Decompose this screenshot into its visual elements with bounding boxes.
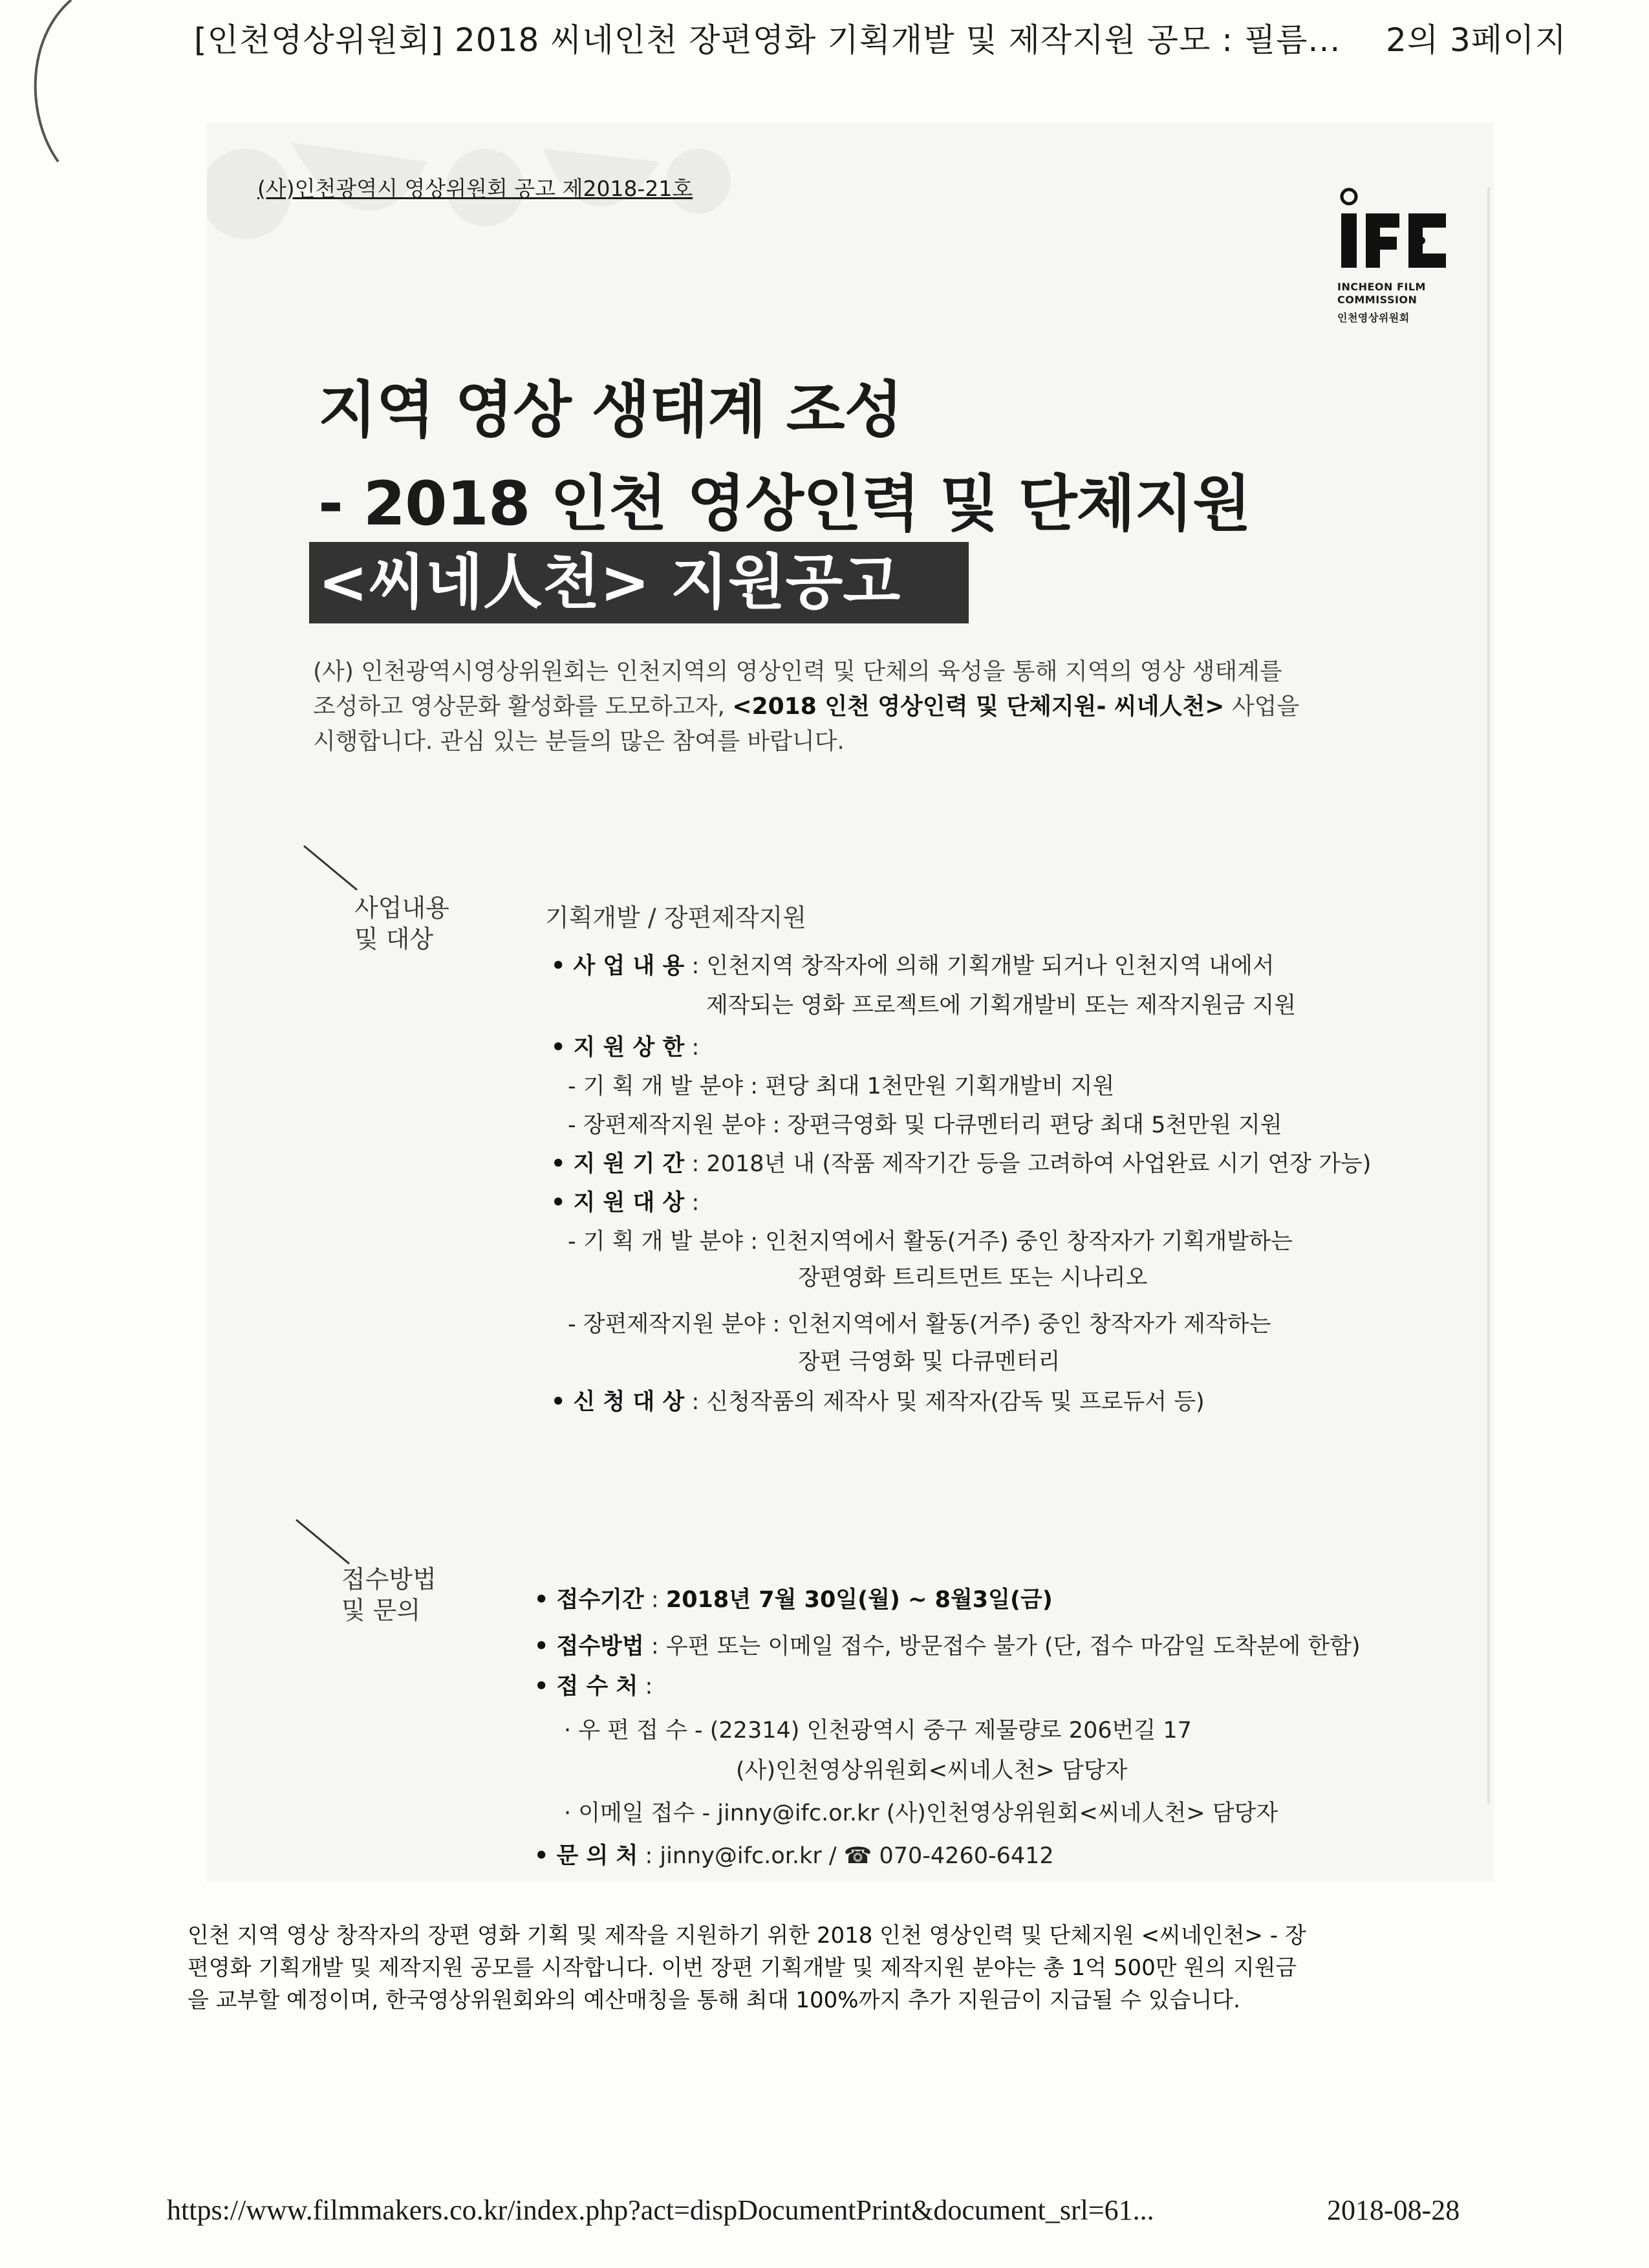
logo-korean-name: 인천영상위원회 (1337, 312, 1410, 324)
print-title: [인천영상위원회] 2018 씨네인천 장편영화 기획개발 및 제작지원 공모 : 필름... (194, 21, 1341, 59)
print-header (194, 14, 1567, 61)
intro-line: 시행합니다. 관심 있는 분들의 많은 참여를 바랍니다. (313, 728, 845, 755)
poster-title-line-1: 지역 영상 생태계 조성 (318, 375, 903, 446)
summary-line: 편영화 기획개발 및 제작지원 공모를 시작합니다. 이번 장편 기획개발 및 제작지원 분야는 총 1억 500만 원의 지원금 (188, 1955, 1297, 1981)
logo-line-1: INCHEON FILM (1337, 281, 1426, 293)
intro-paragraph (313, 654, 1412, 759)
section-slash-decoration (299, 841, 376, 899)
logo-line-2: COMMISSION (1337, 294, 1417, 306)
application-line: • 접 수 처 : (534, 1674, 653, 1700)
detail-line: - 장편제작지원 분야 : 장편극영화 및 다큐멘터리 편당 최대 5천만원 지원 (568, 1112, 1282, 1138)
detail-line: • 지 원 대 상 : (551, 1190, 700, 1216)
poster-title-banner: <씨네人천> 지원공고 (309, 542, 969, 623)
scan-edge-mark (0, 0, 91, 168)
application-period: 2018년 7월 30일(월) ~ 8월3일(금) (665, 1587, 1053, 1613)
ifc-logo (1337, 188, 1447, 325)
section-label-business: 사업내용 및 대상 (354, 894, 449, 953)
detail-line: 장편 극영화 및 다큐멘터리 (798, 1349, 1061, 1375)
summary-paragraph (188, 1919, 1474, 2016)
detail-line: 장편영화 트리트먼트 또는 시나리오 (798, 1265, 1148, 1291)
summary-line: 을 교부할 예정이며, 한국영상위원회와의 예산매칭을 통해 최대 100%까지 추가 지원금이 지급될 수 있습니다. (188, 1987, 1240, 2013)
application-line: • 접수기간 : 2018년 7월 30일(월) ~ 8월3일(금) (534, 1587, 1053, 1613)
application-line: · 우 편 접 수 - (22314) 인천광역시 중구 제물량로 206번길 17 (564, 1718, 1192, 1744)
application-line: • 문 의 처 : jinny@ifc.or.kr / ☎ 070-4260-6412 (534, 1843, 1054, 1869)
application-line: • 접수방법 : 우편 또는 이메일 접수, 방문접수 불가 (단, 접수 마감일 도착분에 한함) (534, 1634, 1361, 1659)
page-info: 2의 3페이지 (1386, 21, 1567, 59)
program-name: <2018 인천 영상인력 및 단체지원- 씨네人천> (732, 693, 1225, 720)
detail-line: • 지 원 상 한 : (551, 1035, 700, 1061)
footer-date: 2018-08-28 (1327, 2194, 1460, 2226)
summary-line: 인천 지역 영상 창작자의 장편 영화 기획 및 제작을 지원하기 위한 2018 인천 영상인력 및 단체지원 <씨네인천> - 장 (188, 1923, 1306, 1949)
detail-line: - 장편제작지원 분야 : 인천지역에서 활동(거주) 중인 창작자가 제작하는 (568, 1312, 1271, 1337)
announcement-number: (사)인천광역시 영상위원회 공고 제2018-21호 (257, 176, 693, 201)
section-label-application: 접수방법 및 문의 (341, 1565, 436, 1625)
intro-line: 조성하고 영상문화 활성화를 도모하고자, <2018 인천 영상인력 및 단체지원- 씨네人천> 사업을 (313, 693, 1300, 720)
detail-line: - 기 획 개 발 분야 : 인천지역에서 활동(거주) 중인 창작자가 기획개발하는 (568, 1229, 1293, 1255)
section-subheading: 기획개발 / 장편제작지원 (545, 903, 807, 932)
ifc-logo-mark (1337, 188, 1447, 278)
application-line: · 이메일 접수 - jinny@ifc.or.kr (사)인천영상위원회<씨네人천> 담당자 (564, 1800, 1278, 1826)
poster-title-line-2: - 2018 인천 영상인력 및 단체지원 (318, 469, 1251, 539)
detail-line: • 신 청 대 상 : 신청작품의 제작사 및 제작자(감독 및 프로듀서 등) (551, 1389, 1205, 1415)
detail-line: - 기 획 개 발 분야 : 편당 최대 1천만원 기획개발비 지원 (568, 1074, 1115, 1099)
detail-line: • 지 원 기 간 : 2018년 내 (작품 제작기간 등을 고려하여 사업완료 시기 연장 가능) (551, 1151, 1372, 1177)
detail-line: • 사 업 내 용 : 인천지역 창작자에 의해 기획개발 되거나 인천지역 내에서 (551, 953, 1275, 979)
footer-url: https://www.filmmakers.co.kr/index.php?act=dispDocumentPrint&document_srl=61... (167, 2194, 1154, 2226)
application-line: (사)인천영상위원회<씨네人천> 담당자 (736, 1758, 1128, 1784)
detail-line: 제작되는 영화 프로젝트에 기획개발비 또는 제작지원금 지원 (706, 993, 1297, 1019)
intro-line: (사) 인천광역시영상위원회는 인천지역의 영상인력 및 단체의 육성을 통해 지역의 영상 생태계를 (313, 658, 1282, 685)
